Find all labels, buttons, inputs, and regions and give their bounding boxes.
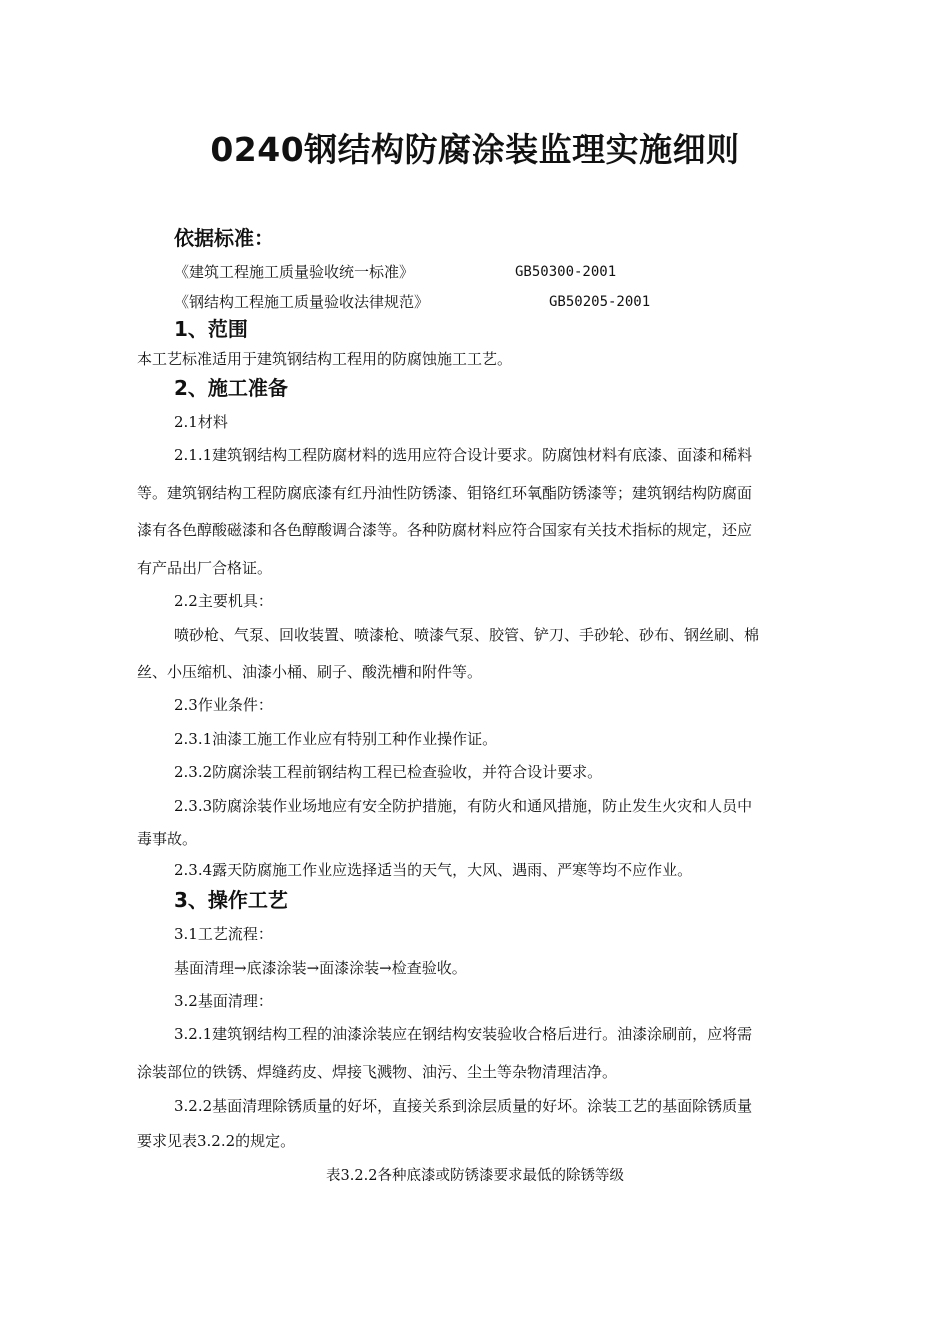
clause-2-3-1: 2.3.1油漆工施工作业应有特别工种作业操作证。: [174, 730, 498, 748]
clause-3-2: 3.2基面清理：: [174, 992, 273, 1010]
clause-3-1: 3.1工艺流程：: [174, 925, 273, 943]
clause-2-3-2: 2.3.2防腐涂装工程前钢结构工程已检查验收，并符合设计要求。: [174, 763, 603, 781]
standard-code: GB50205-2001: [549, 294, 651, 310]
clause-2-1: 2.1材料: [174, 413, 228, 431]
standard-name: 《钢结构工程施工质量验收法律规范》: [174, 293, 430, 311]
clause-3-2-2-line: 3.2.2基面清理除锈质量的好坏，直接关系到涂层质量的好坏。涂装工艺的基面除锈质量: [174, 1097, 753, 1115]
table-caption: 表3.2.2各种底漆或防锈漆要求最低的除锈等级: [326, 1168, 624, 1184]
process-flow: 基面清理→底漆涂装→面漆涂装→检查验收。: [174, 959, 467, 977]
clause-2-1-1-line: 漆有各色醇酸磁漆和各色醇酸调合漆等。各种防腐材料应符合国家有关技术指标的规定，还应: [137, 521, 753, 539]
clause-2-1-1-line: 有产品出厂合格证。: [137, 559, 273, 577]
clause-2-3-3-line: 2.3.3防腐涂装作业场地应有安全防护措施，有防火和通风措施，防止发生火灾和人员中: [174, 797, 753, 815]
clause-2-1-1-line: 等。建筑钢结构工程防腐底漆有红丹油性防锈漆、钼铬红环氧酯防锈漆等；建筑钢结构防腐面: [137, 484, 753, 502]
section-2-heading: 2、施工准备: [174, 376, 288, 400]
clause-2-3-4: 2.3.4露天防腐施工作业应选择适当的天气，大风、遇雨、严寒等均不应作业。: [174, 861, 693, 879]
document-title: 0240钢结构防腐涂装监理实施细则: [210, 130, 740, 169]
tools-line: 喷砂枪、气泵、回收装置、喷漆枪、喷漆气泵、胶管、铲刀、手砂轮、砂布、钢丝刷、棉: [174, 626, 760, 644]
standard-code: GB50300-2001: [515, 264, 617, 280]
standard-name: 《建筑工程施工质量验收统一标准》: [174, 263, 415, 281]
clause-2-3: 2.3作业条件：: [174, 696, 273, 714]
clause-3-2-2-line: 要求见表3.2.2的规定。: [137, 1132, 296, 1150]
clause-3-2-1-line: 涂装部位的铁锈、焊缝药皮、焊接飞溅物、油污、尘土等杂物清理洁净。: [137, 1063, 618, 1081]
basis-heading: 依据标准：: [174, 226, 274, 250]
clause-2-2: 2.2主要机具：: [174, 592, 273, 610]
clause-2-1-1-line: 2.1.1建筑钢结构工程防腐材料的选用应符合设计要求。防腐蚀材料有底漆、面漆和稀料: [174, 446, 753, 464]
section-1-text: 本工艺标准适用于建筑钢结构工程用的防腐蚀施工工艺。: [137, 350, 513, 368]
clause-2-3-3-line: 毒事故。: [137, 830, 198, 848]
section-3-heading: 3、操作工艺: [174, 888, 288, 912]
tools-line: 丝、小压缩机、油漆小桶、刷子、酸洗槽和附件等。: [137, 663, 483, 681]
section-1-heading: 1、范围: [174, 317, 248, 341]
clause-3-2-1-line: 3.2.1建筑钢结构工程的油漆涂装应在钢结构安装验收合格后进行。油漆涂刷前，应将需: [174, 1025, 753, 1043]
